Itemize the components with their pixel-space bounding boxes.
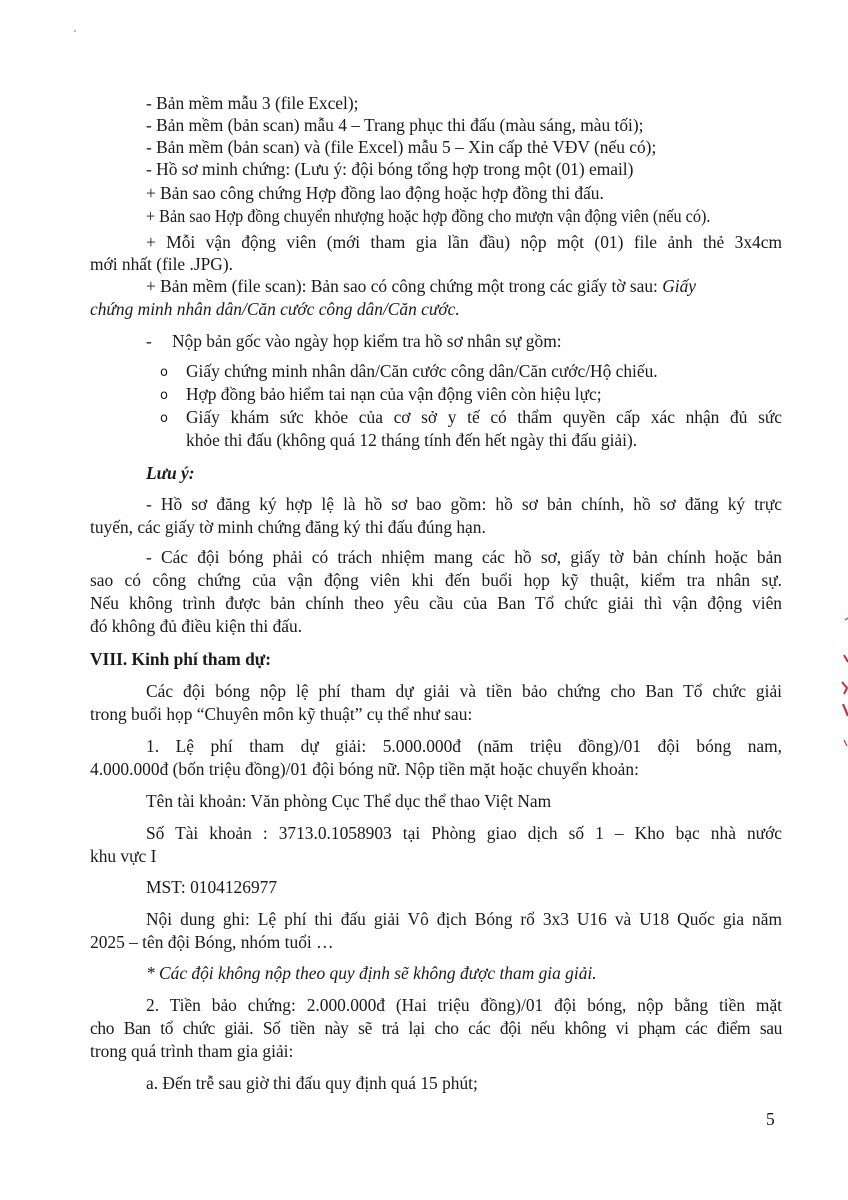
text-line: 4.000.000đ (bốn triệu đồng)/01 đội bóng nữ. Nộp tiền mặt hoặc chuyển khoản: bbox=[90, 759, 639, 779]
text-line bbox=[146, 205, 753, 227]
text-line: tuyến, các giấy tờ minh chứng đăng ký thi đấu đúng hạn. bbox=[90, 517, 486, 537]
text-line: + Mỗi vận động viên (mới tham gia lần đầu) nộp một (01) file ảnh thẻ 3x4cm bbox=[146, 232, 782, 252]
text-line: Giấy chứng minh nhân dân/Căn cước công dân/Căn cước/Hộ chiếu. bbox=[186, 361, 658, 381]
page-number: 5 bbox=[766, 1109, 775, 1129]
text-line: - Các đội bóng phải có trách nhiệm mang các hồ sơ, giấy tờ bản chính hoặc bản bbox=[146, 547, 782, 567]
text-segment: + Bản mềm (file scan): Bản sao có công chứng một trong các giấy tờ sau: bbox=[146, 276, 658, 296]
text-line: khỏe thi đấu (không quá 12 tháng tính đến hết ngày thi đấu giải). bbox=[186, 430, 638, 450]
italic-line: chứng minh nhân dân/Căn cước công dân/Căn cước. bbox=[90, 299, 460, 319]
text-line: Nộp bản gốc vào ngày họp kiểm tra hồ sơ nhân sự gồm: bbox=[172, 331, 562, 351]
tax-code: MST: 0104126977 bbox=[146, 877, 278, 897]
note-heading: Lưu ý: bbox=[146, 463, 195, 483]
section-heading: VIII. Kinh phí tham dự: bbox=[90, 649, 272, 669]
text-line: - Bản mềm mẫu 3 (file Excel); bbox=[146, 93, 359, 113]
text-line: - Hồ sơ minh chứng: (Lưu ý: đội bóng tổng hợp trong một (01) email) bbox=[146, 159, 634, 179]
text-line: - Bản mềm (bản scan) mẫu 4 – Trang phục thi đấu (màu sáng, màu tối); bbox=[146, 115, 644, 135]
circle-bullet-icon: o bbox=[160, 365, 168, 380]
text-line: cho Ban tổ chức giải. Số tiền này sẽ trả lại cho các đội nếu không vi phạm các điểm sau bbox=[90, 1018, 782, 1038]
account-name: Tên tài khoản: Văn phòng Cục Thể dục thể thao Việt Nam bbox=[146, 791, 552, 811]
dash-bullet: - bbox=[146, 331, 152, 351]
text-line: đó không đủ điều kiện thi đấu. bbox=[90, 616, 303, 636]
text-line: mới nhất (file .JPG). bbox=[90, 254, 233, 274]
condensed-text: + Bản sao Hợp đồng chuyển nhượng hoặc hợp đồng cho mượn vận động viên (nếu có). bbox=[146, 206, 711, 226]
circle-bullet-icon: o bbox=[160, 411, 168, 426]
text-line: Các đội bóng nộp lệ phí tham dự giải và tiền bảo chứng cho Ban Tổ chức giải bbox=[146, 681, 782, 701]
text-line: Hợp đồng bảo hiểm tai nạn của vận động viên còn hiệu lực; bbox=[186, 384, 602, 404]
text-line: + Bản sao công chứng Hợp đồng lao động hoặc hợp đồng thi đấu. bbox=[146, 183, 604, 203]
text-line: trong quá trình tham gia giải: bbox=[90, 1041, 294, 1061]
text-line: trong buổi họp “Chuyên môn kỹ thuật” cụ thể như sau: bbox=[90, 704, 473, 724]
circle-bullet-icon: o bbox=[160, 388, 168, 403]
text-line: 2025 – tên đội Bóng, nhóm tuổi … bbox=[90, 932, 334, 952]
text-line: Nội dung ghi: Lệ phí thi đấu giải Vô địch Bóng rổ 3x3 U16 và U18 Quốc gia năm bbox=[146, 909, 782, 929]
text-line bbox=[146, 275, 696, 297]
text-line: khu vực I bbox=[90, 846, 157, 866]
text-line: 1. Lệ phí tham dự giải: 5.000.000đ (năm triệu đồng)/01 đội bóng nam, bbox=[146, 736, 782, 756]
stamp-edge-mark bbox=[838, 600, 848, 760]
text-line: - Hồ sơ đăng ký hợp lệ là hồ sơ bao gồm: hồ sơ bản chính, hồ sơ đăng ký trực bbox=[146, 494, 782, 514]
text-line: - Bản mềm (bản scan) và (file Excel) mẫu 5 – Xin cấp thẻ VĐV (nếu có); bbox=[146, 137, 657, 157]
text-line: Nếu không trình được bản chính theo yêu cầu của Ban Tổ chức giải thì vận động viên bbox=[90, 593, 782, 613]
scan-speck bbox=[74, 30, 76, 32]
italic-line: * Các đội không nộp theo quy định sẽ không được tham gia giải. bbox=[146, 963, 597, 983]
text-line: a. Đến trễ sau giờ thi đấu quy định quá 15 phút; bbox=[146, 1073, 478, 1093]
text-line: Giấy khám sức khỏe của cơ sở y tế có thẩm quyền cấp xác nhận đủ sức bbox=[186, 407, 782, 427]
text-line: sao có công chứng của vận động viên khi đến buổi họp kỹ thuật, kiểm tra nhân sự. bbox=[90, 570, 782, 590]
italic-text: Giấy bbox=[662, 276, 697, 296]
text-line: 2. Tiền bảo chứng: 2.000.000đ (Hai triệu đồng)/01 đội bóng, nộp bằng tiền mặt bbox=[146, 995, 782, 1015]
account-number: Số Tài khoản : 3713.0.1058903 tại Phòng giao dịch số 1 – Kho bạc nhà nước bbox=[146, 823, 782, 843]
